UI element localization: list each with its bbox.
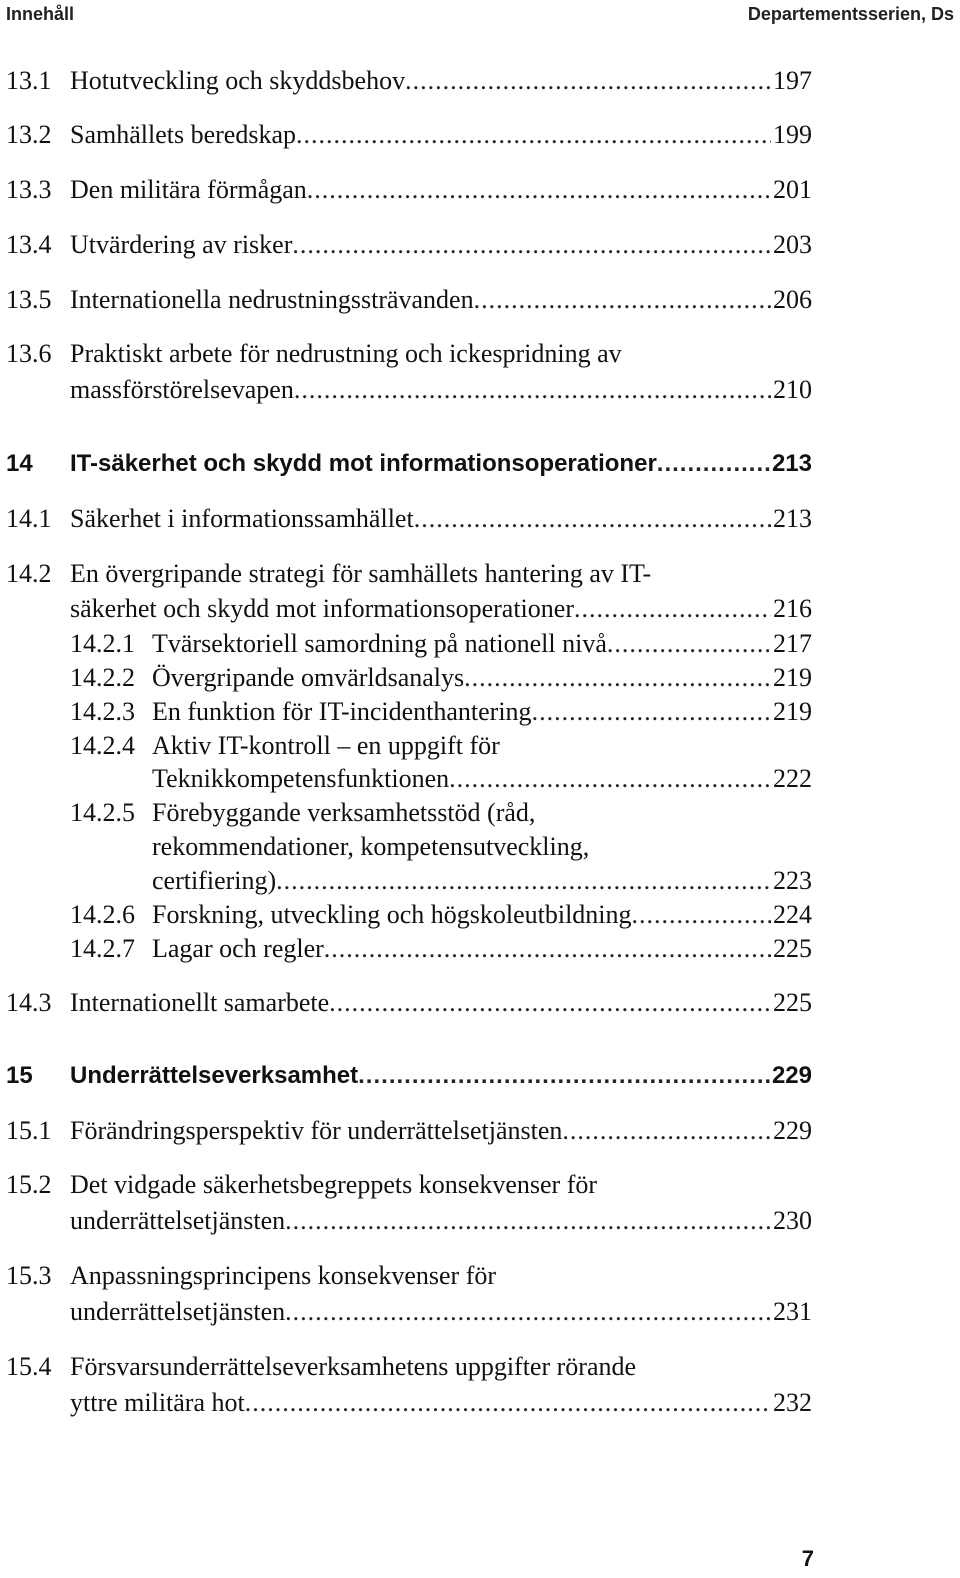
running-header-right: Departementsserien, Ds [747,4,954,24]
toc-entry-number: 14.2.7 [70,934,135,963]
toc-entry-line [152,932,812,966]
dot-leader [449,762,771,796]
toc-entry-number: 14.2.6 [70,900,135,929]
running-header-left: Innehåll [6,4,75,24]
toc-entry-page: 197 [773,66,812,95]
dot-leader [405,64,771,98]
toc-entry-page: 213 [773,504,812,533]
dot-leader [324,932,771,966]
toc-entry-line [152,898,812,932]
toc-entry-title: Anpassningsprincipens konsekvenser för [70,1261,497,1290]
toc-entry-title: Lagar och regler [152,934,324,963]
toc-entry-title: Försvarsunderrättelseverksamhetens uppgifter rörande [70,1352,637,1381]
toc-entry-number: 15.2 [6,1170,52,1199]
toc-entry-number: 13.3 [6,175,52,204]
toc-entry-page: 232 [773,1388,812,1417]
toc-entry-number: 14.1 [6,504,52,533]
dot-leader [358,1059,770,1093]
toc-entry-number: 15.4 [6,1352,52,1381]
toc-entry-page: 231 [773,1297,812,1326]
toc-entry-title: En funktion för IT-incidenthantering [152,697,532,726]
toc-entry-title: Säkerhet i informationssamhället [70,504,414,533]
toc-entry-page: 222 [773,764,812,793]
toc-entry-title: Förebyggande verksamhetsstöd (råd, [152,798,536,827]
toc-chapter-title: Underrättelseverksamhet [70,1062,359,1089]
toc-chapter-page: 213 [771,450,812,477]
toc-entry-number: 14.2.5 [70,798,135,827]
toc-entry-title: Internationella nedrustningssträvanden [70,285,474,314]
toc-entry-number: 14.2.1 [70,629,135,658]
toc-entry-number: 13.5 [6,285,52,314]
toc-entry-number: 14.2.2 [70,663,135,692]
dot-leader [292,228,771,262]
dot-leader [532,695,771,729]
toc-entry-page: 229 [773,1116,812,1145]
toc-entry-number: 13.6 [6,339,52,368]
dot-leader [285,1295,771,1329]
toc-entry-title: Den militära förmågan [70,175,307,204]
toc-entry-line [152,762,812,796]
toc-entry-title: Teknikkompetensfunktionen [152,764,450,793]
toc-entry-title: certifiering) [152,866,277,895]
dot-leader [294,373,771,407]
dot-leader [657,447,770,481]
toc-entry-page: 225 [773,934,812,963]
toc-entry-title: yttre militära hot [70,1388,245,1417]
toc-entry-number: 15.3 [6,1261,52,1290]
toc-entry-number: 14.2.3 [70,697,135,726]
toc-entry-number: 14.2 [6,559,52,588]
toc-entry-title: Förändringsperspektiv för underrättelsetjänsten [70,1116,563,1145]
dot-leader [464,661,771,695]
toc-entry-line [152,627,812,661]
dot-leader [474,283,771,317]
toc-entry-title: Forskning, utveckling och högskoleutbildning [152,900,632,929]
toc-entry-line [152,695,812,729]
dot-leader [296,118,771,152]
toc-entry-line [70,173,812,207]
dot-leader [574,592,771,626]
toc-entry-page: 223 [773,866,812,895]
toc-entry-line [70,1386,812,1420]
toc-entry-line [70,502,812,536]
toc-entry-page: 199 [773,120,812,149]
dot-leader [285,1204,771,1238]
dot-leader [276,864,771,898]
dot-leader [245,1386,771,1420]
toc-entry-number: 14.2.4 [70,731,135,760]
toc-entry-number: 14.3 [6,988,52,1017]
toc-entry-line [70,592,812,626]
toc-entry-page: 219 [773,697,812,726]
toc-entry-line [70,283,812,317]
toc-entry-title: Tvärsektoriell samordning på nationell nivå [152,629,607,658]
toc-entry-page: 216 [773,594,812,623]
toc-entry-number: 13.1 [6,66,52,95]
toc-entry-title: underrättelsetjänsten [70,1297,286,1326]
toc-entry-page: 219 [773,663,812,692]
toc-entry-title: säkerhet och skydd mot informationsoperationer [70,594,574,623]
toc-entry-page: 217 [773,629,812,658]
toc-entry-line [70,228,812,262]
toc-entry-number: 13.2 [6,120,52,149]
toc-entry-page: 225 [773,988,812,1017]
toc-entry-line [70,1114,812,1148]
toc-entry-title: Hotutveckling och skyddsbehov [70,66,406,95]
toc-chapter-number: 15 [6,1062,33,1089]
toc-entry-title: Samhällets beredskap [70,120,296,149]
dot-leader [632,898,771,932]
toc-entry-line [152,864,812,898]
toc-entry-title: rekommendationer, kompetensutveckling, [152,832,590,861]
toc-entry-title: massförstörelsevapen [70,375,294,404]
toc-entry-line [152,661,812,695]
toc-entry-title: underrättelsetjänsten [70,1206,286,1235]
toc-entry-title: Övergripande omvärldsanalys [152,663,465,692]
toc-entry-number: 13.4 [6,230,52,259]
toc-chapter-title: IT-säkerhet och skydd mot informationsoperationer [70,450,657,477]
dot-leader [607,627,771,661]
toc-entry-page: 210 [773,375,812,404]
dot-leader [562,1114,771,1148]
toc-entry-page: 201 [773,175,812,204]
toc-entry-line [70,1204,812,1238]
toc-chapter-number: 14 [6,450,33,477]
toc-entry-line [70,1295,812,1329]
toc-chapter-page: 229 [771,1062,812,1089]
toc-entry-number: 15.1 [6,1116,52,1145]
toc-entry-page: 230 [773,1206,812,1235]
toc-entry-page: 224 [773,900,812,929]
toc-entry-title: Praktiskt arbete för nedrustning och ickespridning av [70,339,622,368]
toc-entry-line [70,118,812,152]
toc-entry-page: 203 [773,230,812,259]
toc-entry-title: Det vidgade säkerhetsbegreppets konsekvenser för [70,1170,598,1199]
dot-leader [307,173,771,207]
toc-entry-line [70,373,812,407]
toc-entry-title: Internationellt samarbete [70,988,330,1017]
toc-entry-line [70,64,812,98]
toc-entry-line [70,986,812,1020]
toc-entry-line [70,1059,812,1093]
dot-leader [414,502,771,536]
toc-entry-page: 206 [773,285,812,314]
toc-entry-title: En övergripande strategi för samhällets hantering av IT- [70,559,652,588]
toc-entry-title: Aktiv IT-kontroll – en uppgift för [152,731,500,760]
toc-entry-title: Utvärdering av risker [70,230,293,259]
dot-leader [329,986,771,1020]
page-number: 7 [801,1546,814,1571]
toc-entry-line [70,447,812,481]
